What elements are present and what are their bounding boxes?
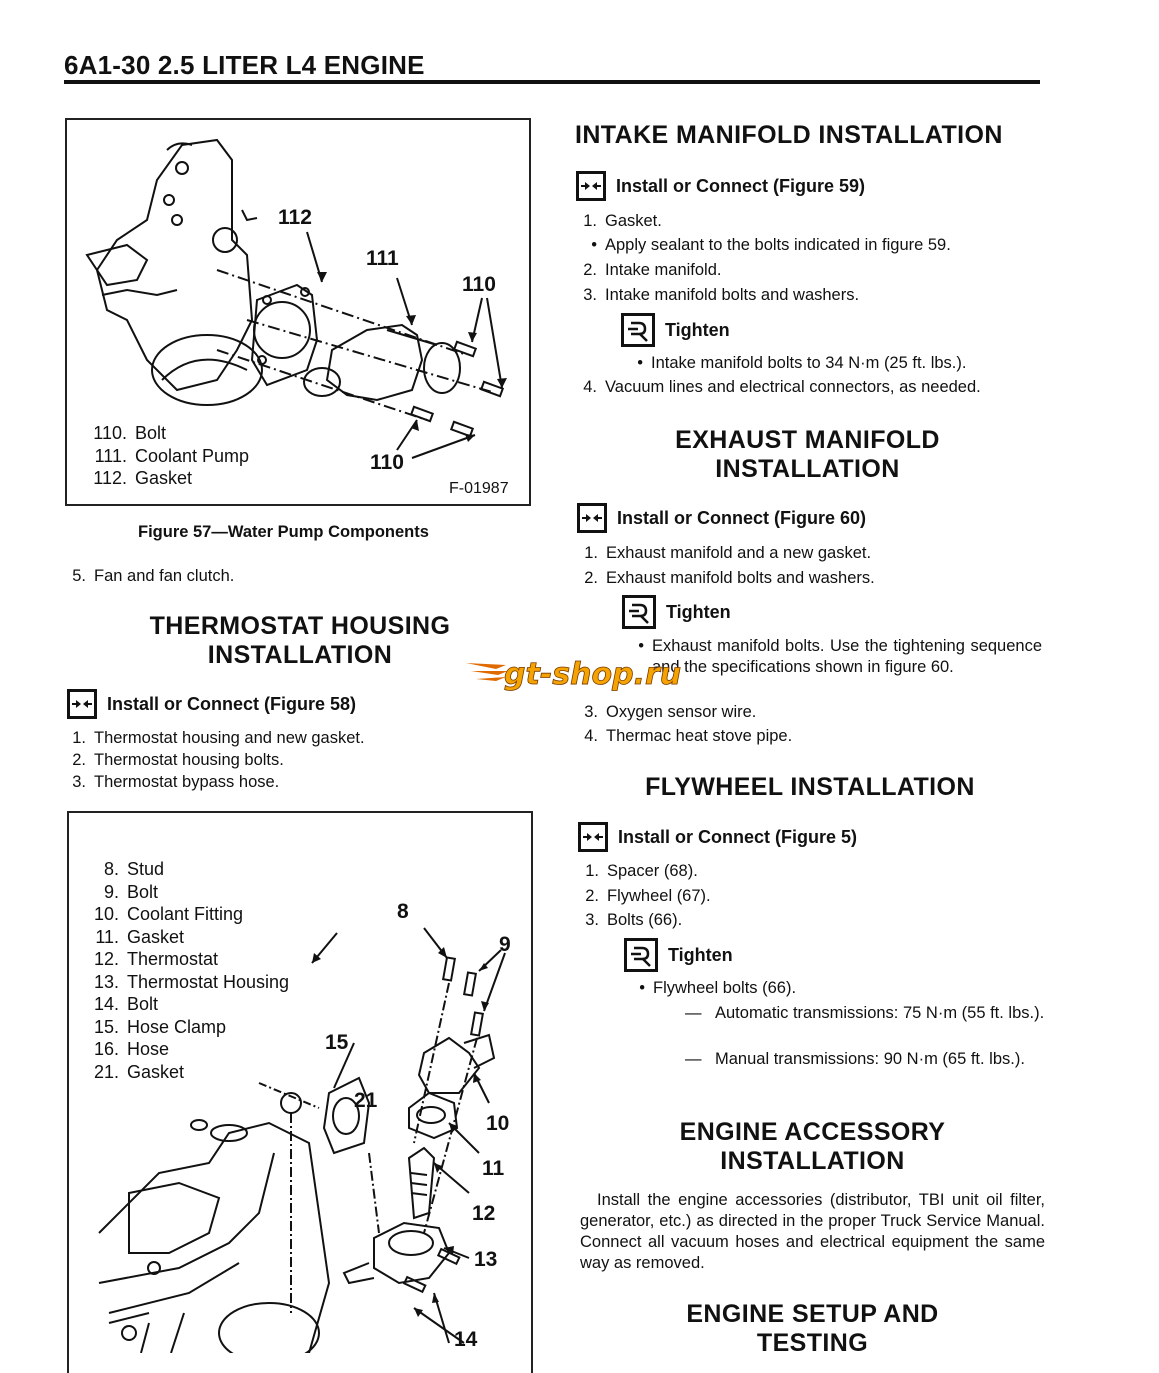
flywheel-tighten-heading: Tighten [624, 938, 733, 972]
exhaust-tighten-bullet: • Exhaust manifold bolts. Use the tightening sequence and the specifications shown in figure 60. [638, 637, 1042, 676]
legend-item: 14. Bolt [93, 994, 159, 1014]
flywheel-step-3: 3. Bolts (66). [585, 911, 683, 929]
exhaust-step-2: 2. Exhaust manifold bolts and washers. [584, 569, 875, 587]
flywheel-dash-manual: — Manual transmissions: 90 N·m (65 ft. lbs.). [685, 1050, 1025, 1068]
figure-57-legend [89, 422, 249, 490]
accessory-section-title: ENGINE ACCESSORY INSTALLATION [679, 1118, 946, 1175]
intake-step-4: 4. Vacuum lines and electrical connectors, as needed. [583, 378, 981, 396]
flywheel-tighten-bullet: • Flywheel bolts (66). [639, 979, 797, 997]
exhaust-section-title: EXHAUST MANIFOLD INSTALLATION [675, 426, 940, 483]
legend-item: 110. Bolt [93, 423, 167, 443]
tighten-wrench-icon [621, 313, 655, 347]
callout-14: 14 [454, 1328, 478, 1351]
legend-item: 112. Gasket [93, 468, 193, 488]
thermostat-step-2: 2. Thermostat housing bolts. [72, 751, 284, 769]
flywheel-step-1: 1. Spacer (68). [585, 862, 698, 880]
thermostat-install-heading: Install or Connect (Figure 58) [67, 689, 356, 719]
intake-tighten-heading: Tighten [621, 313, 730, 347]
callout-110-top: 110 [462, 273, 496, 296]
figure-id: F-01987 [449, 480, 509, 497]
setup-section-title: ENGINE SETUP AND TESTING [686, 1300, 939, 1357]
step-5: 5. Fan and fan clutch. [72, 567, 235, 585]
exhaust-step-3: 3. Oxygen sensor wire. [584, 703, 757, 721]
callout-111: 111 [366, 247, 399, 270]
install-connect-icon [578, 822, 608, 852]
watermark-logo [466, 655, 692, 691]
tighten-wrench-icon [622, 595, 656, 629]
legend-item: 10. Coolant Fitting [93, 904, 244, 924]
exhaust-step-4: 4. Thermac heat stove pipe. [584, 727, 793, 745]
flywheel-step-2: 2. Flywheel (67). [585, 887, 711, 905]
callout-8: 8 [397, 900, 409, 923]
thermostat-step-1: 1. Thermostat housing and new gasket. [72, 729, 365, 747]
figure-58-thermostat [67, 811, 533, 1373]
exhaust-step-1: 1. Exhaust manifold and a new gasket. [584, 544, 872, 562]
page-header: 6A1-30 2.5 LITER L4 ENGINE [64, 50, 425, 80]
tighten-wrench-icon [624, 938, 658, 972]
header-rule [64, 80, 1040, 84]
figure-57-caption: Figure 57—Water Pump Components [138, 523, 429, 541]
legend-item: 11. Gasket [95, 926, 185, 947]
legend-item: 8. Stud [103, 859, 165, 879]
legend-item: 21. Gasket [93, 1061, 185, 1082]
callout-15: 15 [325, 1031, 349, 1054]
intake-step-1: 1. Gasket. [583, 212, 662, 230]
figure-58-legend [81, 858, 289, 1083]
intake-install-heading: Install or Connect (Figure 59) [576, 171, 865, 201]
flywheel-section-title: FLYWHEEL INSTALLATION [645, 773, 975, 801]
callout-13: 13 [474, 1248, 498, 1271]
thermostat-section-title: THERMOSTAT HOUSING INSTALLATION [149, 612, 451, 669]
legend-item: 111. Coolant Pump [94, 445, 250, 466]
intake-step-3: 3. Intake manifold bolts and washers. [583, 286, 860, 304]
install-connect-icon [67, 689, 97, 719]
callout-112: 112 [278, 206, 312, 229]
callout-10: 10 [486, 1112, 510, 1135]
legend-item: 9. Bolt [103, 881, 159, 902]
accessory-paragraph: Install the engine accessories (distributor, TBI unit oil filter, generator, etc.) as directed in the proper Truck Service Manual. Connect all vacuum hoses and electrical equipment the same way as removed. [580, 1191, 1045, 1272]
watermark-text: gt-shop.ru [504, 657, 682, 691]
callout-9: 9 [499, 933, 511, 956]
callout-11: 11 [482, 1157, 505, 1180]
legend-item: 15. Hose Clamp [93, 1016, 227, 1037]
callout-12: 12 [472, 1202, 496, 1225]
flywheel-dash-automatic: — Automatic transmissions: 75 N·m (55 ft. lbs.). [685, 1004, 1045, 1022]
thermostat-step-3: 3. Thermostat bypass hose. [72, 773, 280, 791]
legend-item: 12. Thermostat [93, 949, 219, 969]
legend-item: 16. Hose [93, 1039, 170, 1059]
figure-57-water-pump [65, 118, 531, 506]
exhaust-tighten-heading: Tighten [622, 595, 731, 629]
intake-tighten-bullet: • Intake manifold bolts to 34 N·m (25 ft. lbs.). [637, 354, 967, 372]
flywheel-install-heading: Install or Connect (Figure 5) [578, 822, 857, 852]
install-connect-icon [577, 503, 607, 533]
intake-section-title: INTAKE MANIFOLD INSTALLATION [575, 121, 1003, 149]
exhaust-install-heading: Install or Connect (Figure 60) [577, 503, 866, 533]
intake-step-2: 2. Intake manifold. [583, 261, 722, 279]
intake-bullet-1: • Apply sealant to the bolts indicated in figure 59. [591, 236, 951, 254]
legend-item: 13. Thermostat Housing [93, 971, 290, 992]
callout-21: 21 [354, 1089, 378, 1112]
install-connect-icon [576, 171, 606, 201]
callout-110-bottom: 110 [370, 451, 404, 474]
